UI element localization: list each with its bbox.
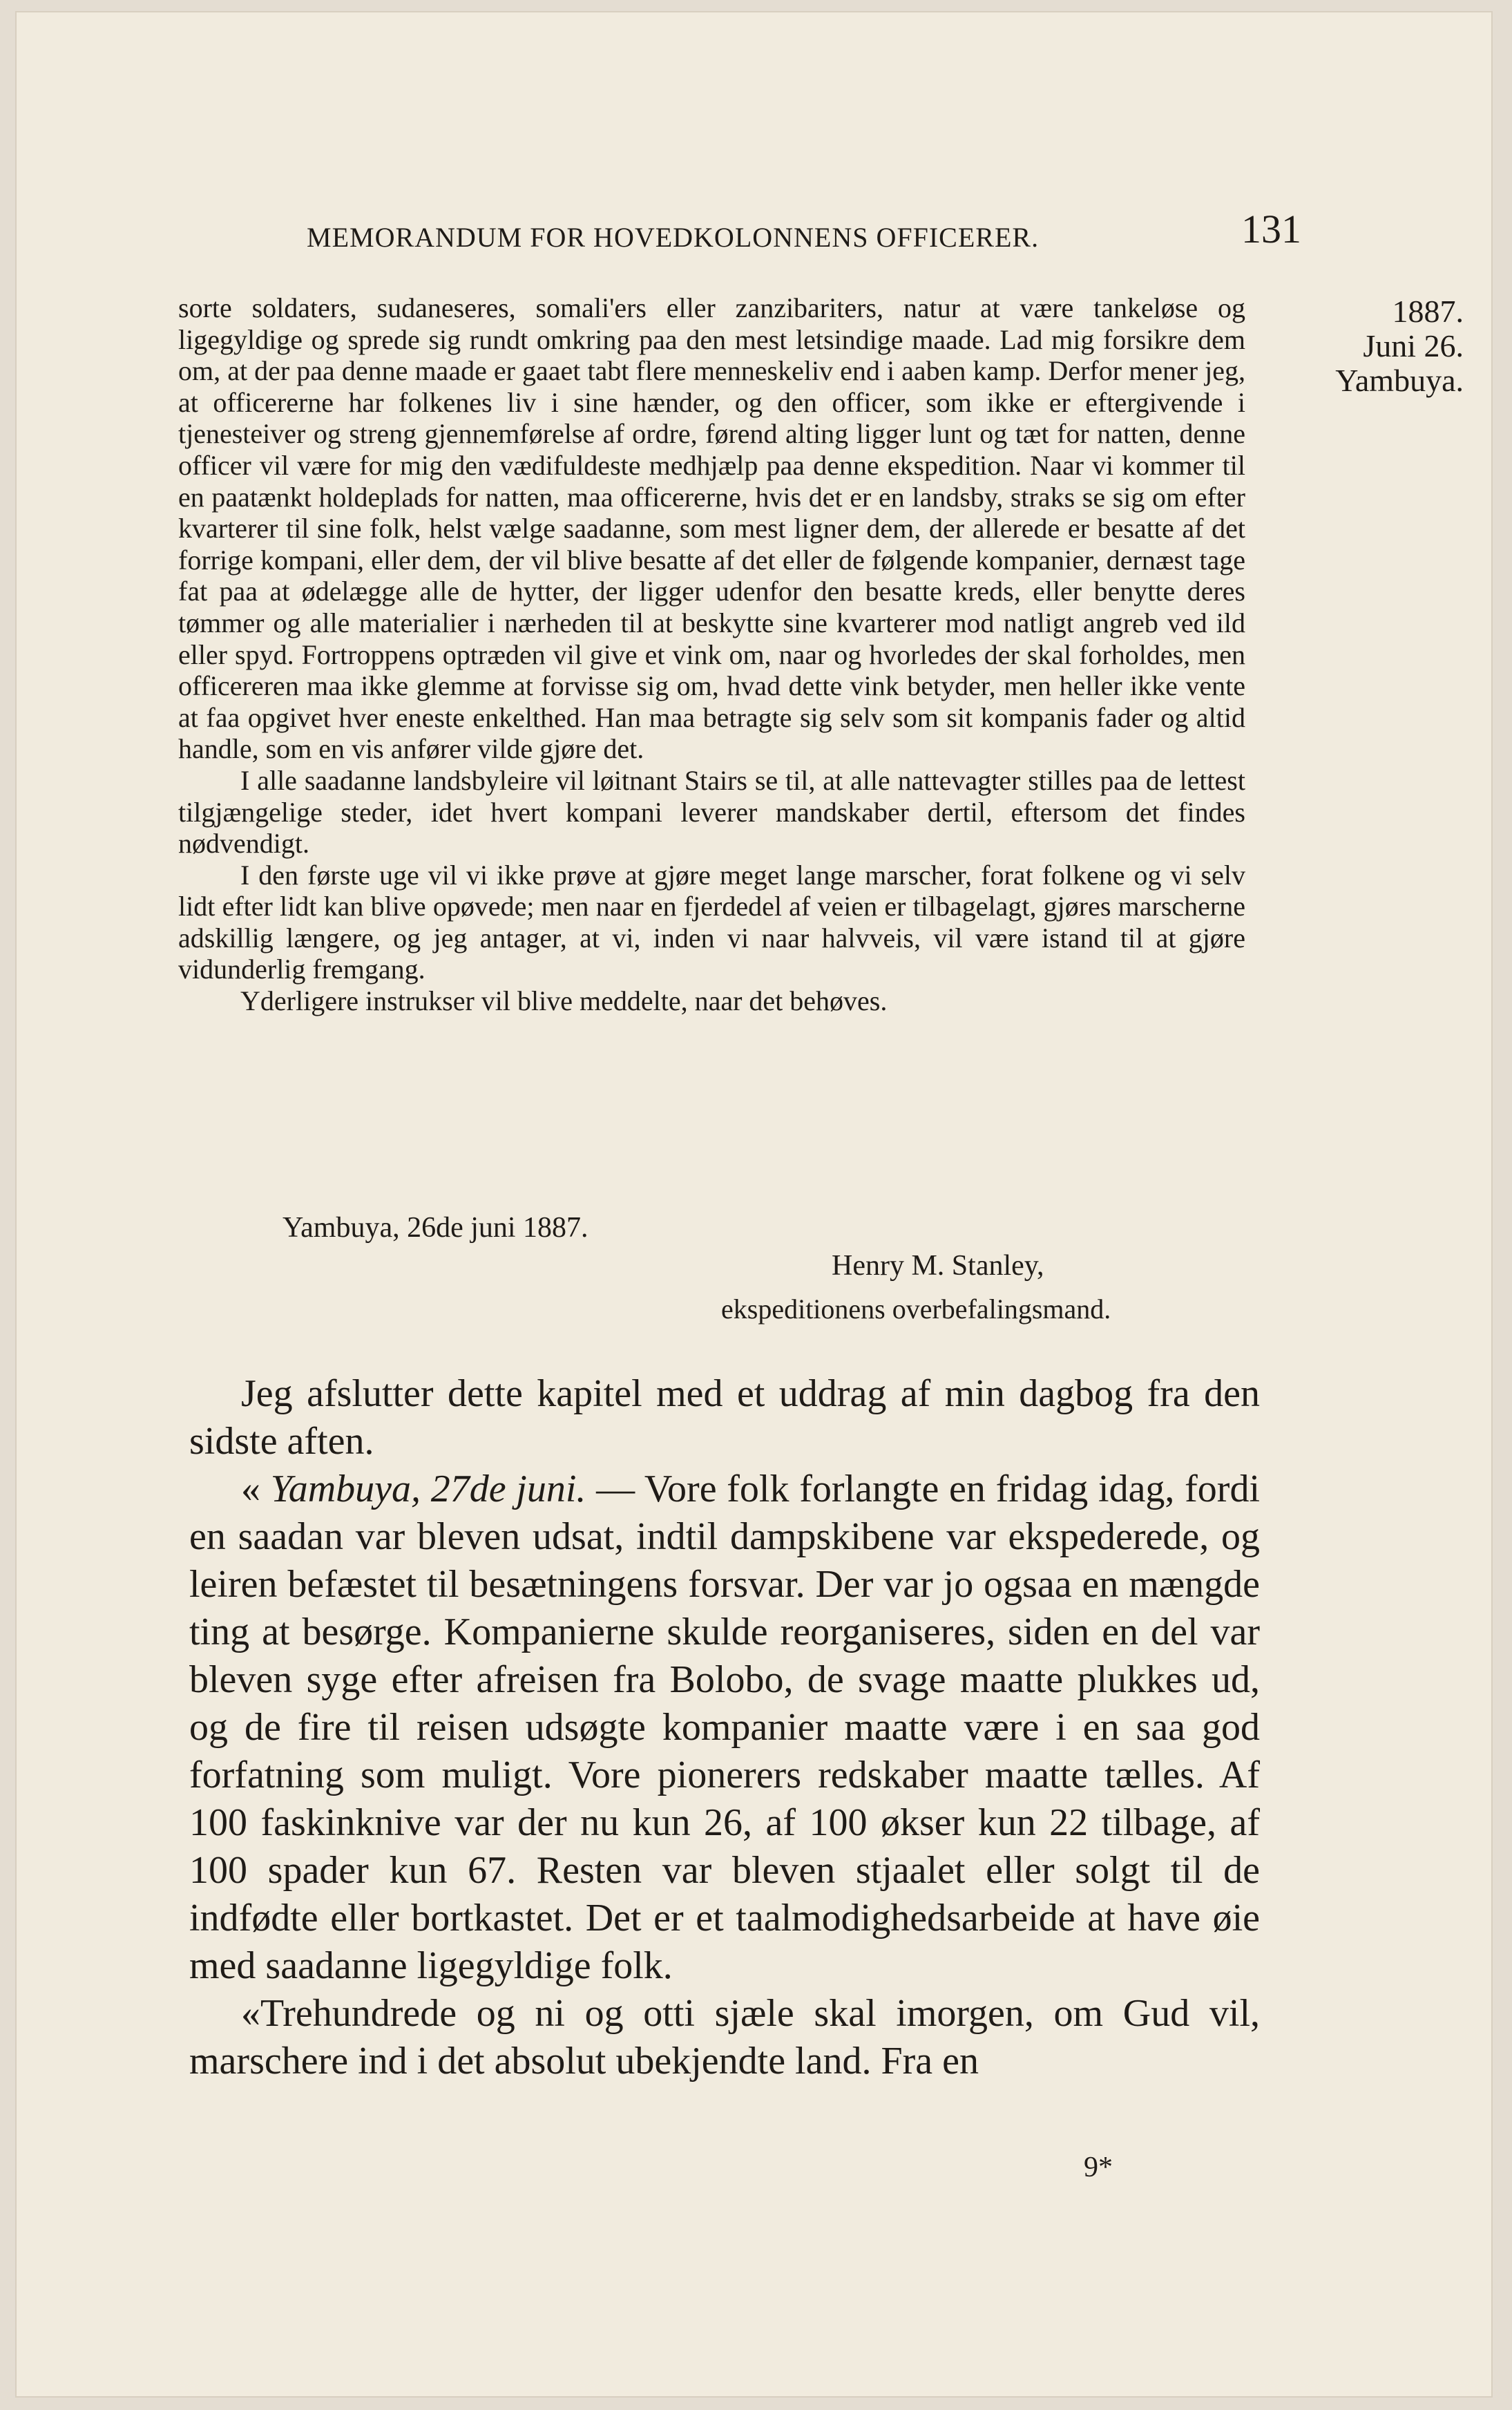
narrative-text bbox=[189, 1370, 1260, 2085]
memorandum-text bbox=[178, 292, 1245, 1017]
diary-dateline: Yambuya, 27de juni. bbox=[270, 1468, 586, 1510]
memo-paragraph: sorte soldaters, sudaneseres, somali'ers eller zanzibariters, natur at være tankeløse og ligegyldige og sprede sig rundt omkring paa den mest letsindige maade. Lad mig forsikre dem om, at der paa denne maade er gaaet tabt flere menneskeliv end i aaben kamp. Derfor mener jeg, at officererne har folkenes liv i sine hænder, og den officer, som ikke er eftergivende i tjenesteiver og streng gjennemførelse af ordre, førend alting ligger lunt og tæt for natten, denne officer vil være for mig den vædifuldeste medhjælp paa denne ekspedition. Naar vi kommer til en paatænkt holdeplads for natten, maa officererne, hvis det er en landsby, straks se sig om efter kvarterer til sine folk, helst vælge saadanne, som mest ligner dem, der allerede er besatte af det forrige kompani, eller dem, der vil blive besatte af det eller de følgende kompanier, dernæst tage fat paa at ødelægge alle de hytter, der ligger udenfor den besatte kreds, eller benytte deres tømmer og alle materialier i nærheden til at beskytte sine kvarterer mod natligt angreb ved ild eller spyd. Fortroppens optræden vil give et vink om, naar og hvorledes der skal forholdes, men officereren maa ikke glemme at forvisse sig om, hvad dette vink betyder, men heller ikke vente at faa opgivet hver eneste enkelthed. Han maa betragte sig selv som sit kompanis fader og altid handle, som en vis anfører vilde gjøre det. bbox=[178, 292, 1245, 765]
margin-note bbox=[1256, 294, 1464, 398]
margin-note-place: Yambuya. bbox=[1335, 363, 1464, 398]
page-number: 131 bbox=[1241, 207, 1301, 252]
memo-signature-title: ekspeditionens overbefalingsmand. bbox=[721, 1293, 1111, 1325]
signature-mark: 9* bbox=[1084, 2152, 1113, 2183]
memo-signature: Henry M. Stanley, bbox=[832, 1250, 1044, 1282]
book-page bbox=[17, 12, 1491, 2396]
memo-paragraph: I den første uge vil vi ikke prøve at gjøre meget lange marscher, forat folkene og vi selv lidt efter lidt kan blive opøvede; men naar en fjerdedel af veien er tilbagelagt, gjøres marscherne adskillig længere, og jeg antager, at vi, inden vi naar halvveis, vil være istand til at gjøre vidunderlig fremgang. bbox=[178, 859, 1245, 985]
margin-note-date: Juni 26. bbox=[1363, 328, 1464, 363]
narrative-intro: Jeg afslutter dette kapitel med et uddrag af min dagbog fra den sidste aften. bbox=[189, 1372, 1260, 1463]
margin-note-year: 1887. bbox=[1392, 294, 1464, 329]
page-header bbox=[307, 206, 1301, 268]
diary-entry bbox=[189, 1465, 1260, 1990]
diary-second-paragraph: «Trehundrede og ni og otti sjæle skal imorgen, om Gud vil, marschere ind i det absolut ubekjendte land. Fra en bbox=[189, 1992, 1260, 2082]
running-title: MEMORANDUM FOR HOVEDKOLONNENS OFFICERER. bbox=[307, 222, 1040, 253]
memo-paragraph: I alle saadanne landsbyleire vil løitnant Stairs se til, at alle nattevagter stilles paa de lettest tilgjængelige steder, idet hvert kompani leverer mandskaber dertil, eftersom det findes nødvendigt. bbox=[178, 764, 1245, 860]
diary-entry-text: — Vore folk forlangte en fridag idag, fordi en saadan var bleven udsat, indtil dampskibene var ekspederede, og leiren befæstet til besætningens forsvar. Der var jo ogsaa en mængde ting at besørge. Kompanierne skulde reorganiseres, siden en del var bleven syge efter afreisen fra Bolobo, de svage maatte plukkes ud, og de fire til reisen udsøgte kompanier maatte være i en saa god forfatning som muligt. Vore pionerers redskaber maatte tælles. Af 100 faskinknive var der nu kun 26, af 100 økser kun 22 tilbage, af 100 spader kun 67. Resten var bleven stjaalet eller solgt til de indfødte eller bortkastet. Det er et taalmodighedsarbeide at have øie med saadanne ligegyldige folk. bbox=[189, 1468, 1260, 1987]
diary-entry-open: « bbox=[241, 1468, 271, 1510]
memo-paragraph: Yderligere instrukser vil blive meddelte, naar det behøves. bbox=[240, 985, 888, 1017]
memo-place-date: Yambuya, 26de juni 1887. bbox=[283, 1212, 588, 1244]
